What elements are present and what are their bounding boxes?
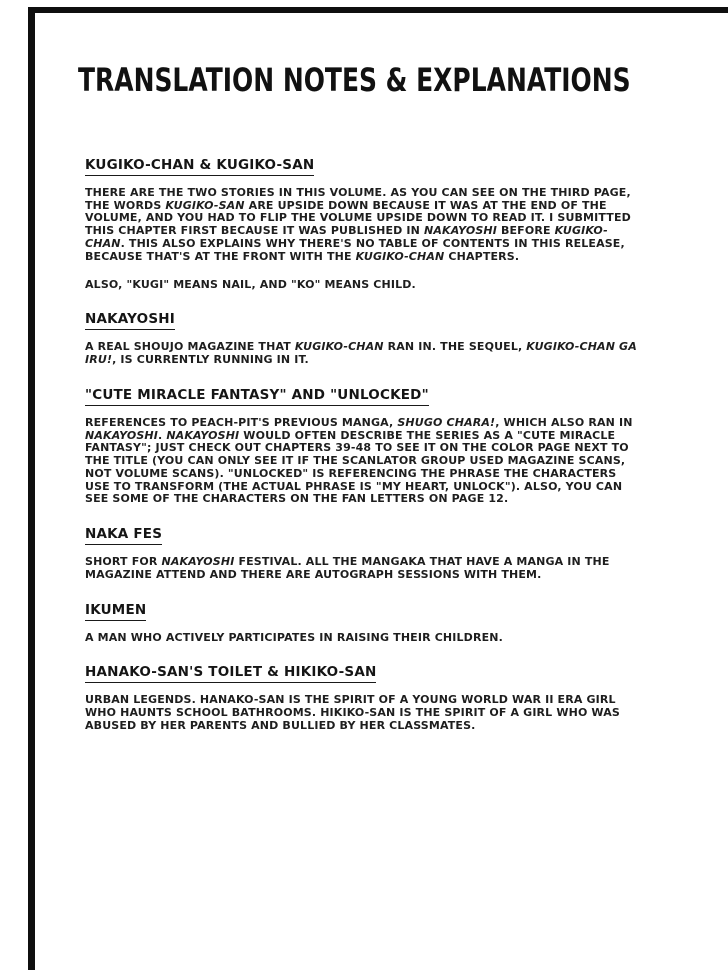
section-paragraph (85, 341, 641, 367)
text-run: ALSO, "KUGI" MEANS NAIL, AND "KO" MEANS CHILD. (85, 277, 416, 291)
italic-term: KUGIKO-CHAN (85, 224, 608, 251)
page-title: TRANSLATION NOTES & EXPLANATIONS (78, 61, 631, 99)
text-run: BEFORE (497, 224, 555, 238)
note-section (85, 523, 641, 581)
note-section (85, 308, 641, 366)
text-run: ARE UPSIDE DOWN BECAUSE IT WAS AT THE END OF THE VOLUME, AND YOU HAD TO FLIP THE VOLUME UPSIDE DOWN TO READ IT. I SUBMITTED THIS CHAPTER FIRST BECAUSE IT WAS PUBLISHED IN (85, 198, 631, 238)
section-heading: NAKA FES (85, 527, 162, 545)
italic-term: KUGIKO-CHAN GA IRU! (85, 340, 637, 367)
section-heading: NAKAYOSHI (85, 312, 175, 330)
section-heading: "CUTE MIRACLE FANTASY" AND "UNLOCKED" (85, 388, 429, 406)
text-run: THERE ARE THE TWO STORIES IN THIS VOLUME. AS YOU CAN SEE ON THE THIRD PAGE, THE WORDS (85, 185, 631, 212)
italic-term: NAKAYOSHI (161, 555, 235, 569)
text-run: CHAPTERS. (444, 249, 520, 263)
italic-term: NAKAYOSHI (166, 428, 240, 442)
section-paragraph (85, 694, 641, 732)
section-paragraph (85, 556, 641, 582)
section-heading: IKUMEN (85, 603, 146, 621)
italic-term: KUGIKO-CHAN (294, 340, 384, 354)
text-run: SHORT FOR (85, 555, 162, 569)
text-run: A MAN WHO ACTIVELY PARTICIPATES IN RAISING THEIR CHILDREN. (85, 630, 503, 644)
italic-term: NAKAYOSHI (85, 428, 158, 442)
text-run: URBAN LEGENDS. HANAKO-SAN IS THE SPIRIT OF A YOUNG WORLD WAR II ERA GIRL WHO HAUNTS SCHOOL BATHROOMS. HIKIKO-SAN IS THE SPIRIT OF A GIRL WHO WAS ABUSED BY HER PARENTS AND BULLIED BY HER CLASSMATES. (85, 693, 620, 732)
section-heading: HANAKO-SAN'S TOILET & HIKIKO-SAN (85, 665, 376, 683)
note-section (85, 384, 641, 506)
section-paragraph (85, 417, 641, 507)
text-run: . (158, 428, 167, 442)
note-section (85, 154, 641, 291)
text-run: . THIS ALSO EXPLAINS WHY THERE'S NO TABLE OF CONTENTS IN THIS RELEASE, BECAUSE THAT'S AT THE FRONT WITH THE (85, 237, 625, 263)
text-run: A REAL SHOUJO MAGAZINE THAT (85, 340, 295, 354)
text-run: WOULD OFTEN DESCRIBE THE SERIES AS A "CUTE MIRACLE FANTASY"; JUST CHECK OUT CHAPTERS 39-48 TO SEE IT ON THE COLOR PAGE NEXT TO THE TITLE (YOU CAN ONLY SEE IT IF THE SCANLATOR GROUP USED MAGAZINE SCANS, NOT VOLUME SCANS). "UNLOCKED" IS REFERENCING THE PHRASE THE CHARACTERS USE TO TRANSFORM (THE ACTUAL PHRASE IS "MY HEART, UNLOCK"). ALSO, YOU CAN SEE SOME OF THE CHARACTERS ON THE FAN LETTERS ON PAGE 12. (85, 428, 629, 506)
section-heading: KUGIKO-CHAN & KUGIKO-SAN (85, 158, 314, 176)
notes-sections (85, 154, 641, 733)
note-section (85, 661, 641, 732)
section-paragraph (85, 632, 641, 645)
text-run: , WHICH ALSO RAN IN (495, 415, 633, 429)
italic-term: KUGIKO-SAN (165, 198, 245, 212)
note-section (85, 599, 641, 645)
italic-term: NAKAYOSHI (424, 224, 497, 238)
text-run: RAN IN. THE SEQUEL, (383, 340, 527, 354)
text-run: REFERENCES TO PEACH-PIT'S PREVIOUS MANGA, (85, 415, 398, 429)
text-run: FESTIVAL. ALL THE MANGAKA THAT HAVE A MANGA IN THE MAGAZINE ATTEND AND THERE ARE AUTOGRAPH SESSIONS WITH THEM. (85, 555, 610, 581)
section-paragraph (85, 279, 641, 292)
italic-term: SHUGO CHARA! (397, 415, 496, 429)
text-run: , IS CURRENTLY RUNNING IN IT. (112, 353, 309, 367)
italic-term: KUGIKO-CHAN (355, 249, 445, 263)
section-paragraph (85, 187, 641, 264)
